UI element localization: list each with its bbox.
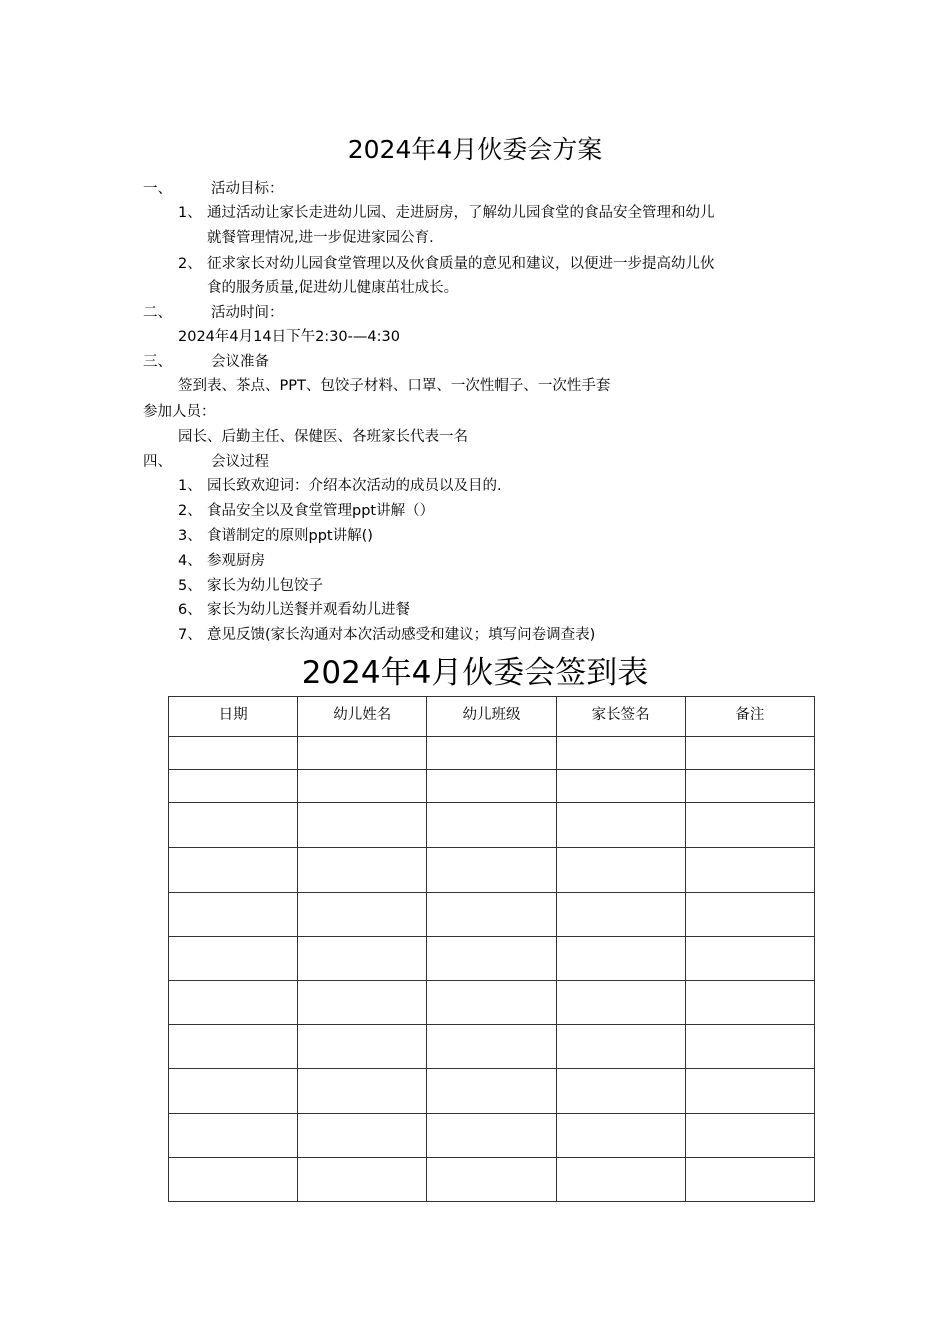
table-cell (556, 981, 685, 1025)
item-text: 食品安全以及食堂管理ppt讲解（） (207, 503, 435, 519)
table-cell (427, 848, 556, 892)
table-cell (427, 770, 556, 803)
table-cell (298, 981, 427, 1025)
table-cell (298, 737, 427, 770)
item-text: 家长为幼儿包饺子 (207, 578, 323, 594)
table-header-row (169, 697, 815, 737)
activity-time-value: 2024年4月14日下午2:30-—4:30 (178, 329, 400, 345)
section-label: 会议准备 (211, 354, 269, 370)
table-cell (427, 1025, 556, 1069)
participants-value: 园长、后勤主任、保健医、各班家长代表一名 (178, 429, 468, 445)
item-text: 家长为幼儿送餐并观看幼儿进餐 (207, 602, 410, 618)
section-label: 会议过程 (211, 454, 269, 470)
meeting-prep-value: 签到表、茶点、PPT、包饺子材料、口罩、一次性帽子、一次性手套 (178, 378, 611, 394)
section-label: 活动目标： (211, 181, 284, 197)
table-cell (427, 936, 556, 980)
table-row (169, 803, 815, 848)
table-cell (556, 1069, 685, 1113)
table-cell (427, 1113, 556, 1157)
table-row (169, 981, 815, 1025)
item-number: 1、 (178, 205, 202, 221)
table-cell (298, 892, 427, 936)
table-cell (685, 1157, 814, 1201)
table-cell (169, 770, 298, 803)
table-cell (685, 981, 814, 1025)
table-cell (685, 892, 814, 936)
table-cell (298, 936, 427, 980)
header-remarks: 备注 (685, 697, 814, 737)
table-row (169, 1025, 815, 1069)
item-text: 征求家长对幼儿园食堂管理以及伙食质量的意见和建议，以便进一步提高幼儿伙 (207, 256, 715, 272)
header-parent-signature: 家长签名 (556, 697, 685, 737)
table-cell (556, 737, 685, 770)
item-text: 意见反馈(家长沟通对本次活动感受和建议；填写问卷调查表) (207, 627, 596, 643)
item-number: 3、 (178, 528, 202, 544)
table-cell (427, 981, 556, 1025)
sign-in-table (168, 696, 815, 1202)
table-row (169, 737, 815, 770)
table-cell (556, 892, 685, 936)
table-row (169, 936, 815, 980)
table-row (169, 1069, 815, 1113)
item-number: 1、 (178, 478, 202, 494)
item-number: 7、 (178, 627, 202, 643)
item-text: 食的服务质量,促进幼儿健康茁壮成长。 (207, 280, 459, 296)
table-cell (169, 737, 298, 770)
item-text: 就餐管理情况,进一步促进家园公育. (207, 230, 434, 246)
table-cell (685, 1113, 814, 1157)
table-cell (298, 848, 427, 892)
item-number: 2、 (178, 256, 202, 272)
table-cell (169, 803, 298, 848)
header-date: 日期 (169, 697, 298, 737)
table-cell (169, 848, 298, 892)
document-title: 2024年4月伙委会方案 (347, 135, 603, 164)
table-cell (556, 936, 685, 980)
table-cell (169, 1113, 298, 1157)
item-number: 5、 (178, 578, 202, 594)
table-row (169, 1157, 815, 1201)
table-cell (169, 1069, 298, 1113)
table-cell (169, 1025, 298, 1069)
table-cell (169, 981, 298, 1025)
table-cell (169, 1157, 298, 1201)
item-number: 6、 (178, 602, 202, 618)
table-cell (685, 848, 814, 892)
table-cell (685, 770, 814, 803)
table-cell (556, 803, 685, 848)
table-cell (685, 803, 814, 848)
header-child-class: 幼儿班级 (427, 697, 556, 737)
table-cell (298, 1069, 427, 1113)
table-cell (427, 803, 556, 848)
item-text: 食谱制定的原则ppt讲解() (207, 528, 373, 544)
header-child-name: 幼儿姓名 (298, 697, 427, 737)
table-row (169, 1113, 815, 1157)
table-cell (556, 848, 685, 892)
table-cell (169, 936, 298, 980)
table-cell (298, 770, 427, 803)
table-cell (556, 1113, 685, 1157)
table-row (169, 892, 815, 936)
table-row (169, 848, 815, 892)
section-number: 四、 (143, 454, 172, 470)
table-cell (427, 892, 556, 936)
section-number: 二、 (143, 305, 172, 321)
table-cell (556, 1025, 685, 1069)
table-cell (685, 1069, 814, 1113)
table-cell (427, 1157, 556, 1201)
item-text: 通过活动让家长走进幼儿园、走进厨房，了解幼儿园食堂的食品安全管理和幼儿 (207, 205, 715, 221)
table-cell (685, 737, 814, 770)
section-number: 一、 (143, 181, 172, 197)
table-cell (298, 1025, 427, 1069)
table-cell (685, 936, 814, 980)
item-text: 园长致欢迎词：介绍本次活动的成员以及目的. (207, 478, 502, 494)
table-cell (298, 1113, 427, 1157)
table-cell (169, 892, 298, 936)
sign-in-sheet-title: 2024年4月伙委会签到表 (301, 655, 649, 691)
table-cell (298, 803, 427, 848)
table-cell (427, 1069, 556, 1113)
table-row (169, 770, 815, 803)
table-cell (556, 1157, 685, 1201)
participants-label: 参加人员： (143, 404, 216, 420)
item-text: 参观厨房 (207, 553, 265, 569)
item-number: 2、 (178, 503, 202, 519)
table-body (169, 737, 815, 1202)
table-cell (427, 737, 556, 770)
item-number: 4、 (178, 553, 202, 569)
section-number: 三、 (143, 354, 172, 370)
section-label: 活动时间： (211, 305, 284, 321)
table-cell (298, 1157, 427, 1201)
table-cell (685, 1025, 814, 1069)
table-cell (556, 770, 685, 803)
